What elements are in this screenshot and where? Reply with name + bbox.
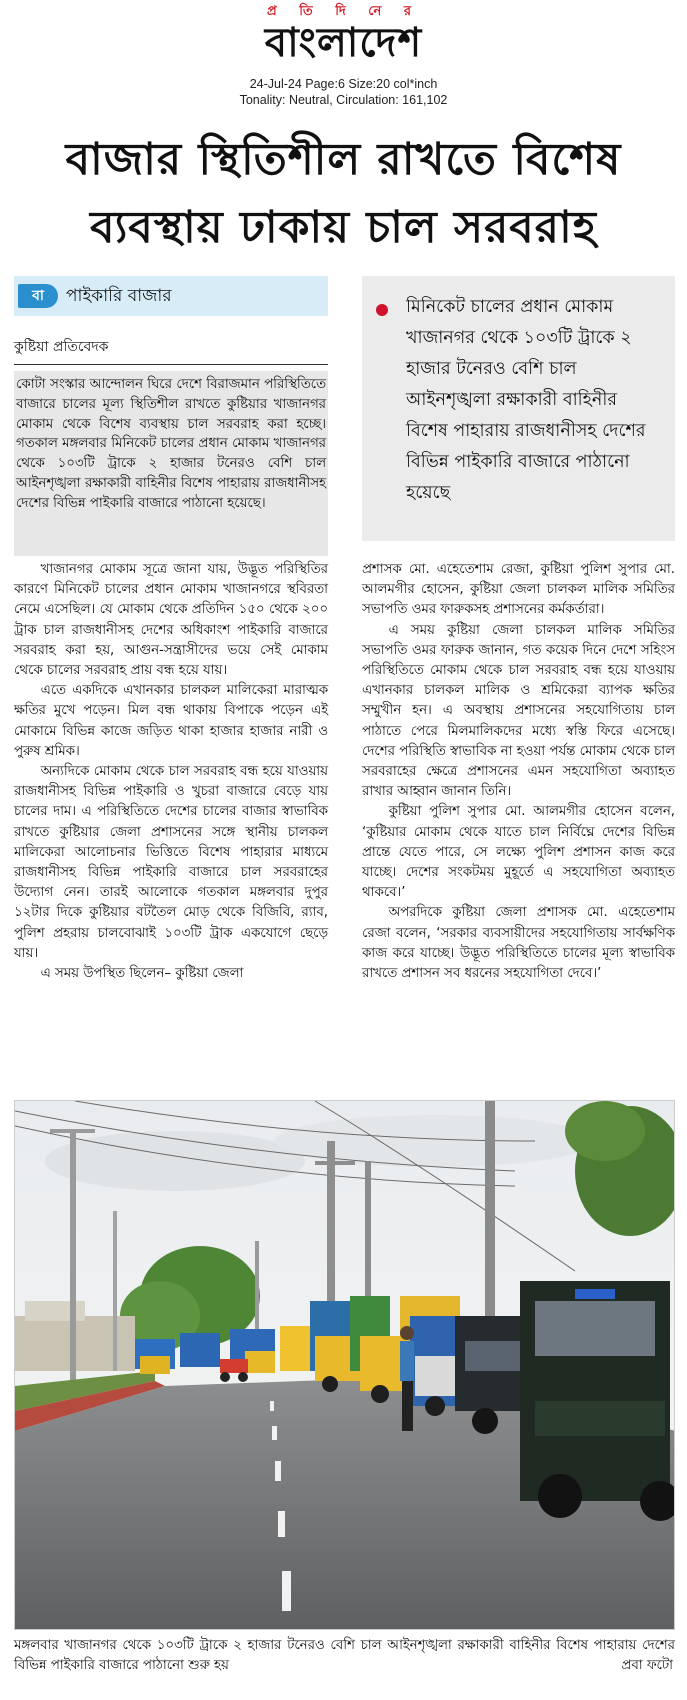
newspaper-logo: বাংলাদেশ xyxy=(264,20,423,66)
body-paragraph: এতে একদিকে এখানকার চালকল মালিকেরা মারাত্মক ক্ষতির মুখে পড়েন। মিল বন্ধ থাকায় বিপাকে পড়েন এই মোকামে বিভিন্ন কাজে জড়িত থাকা হাজার হাজার নারী ও পুরুষ শ্রমিক। xyxy=(14,683,328,759)
body-paragraph: এ সময় কুষ্টিয়া জেলা চালকল মালিক সমিতির সভাপতি ওমর ফারুক জানান, গত কয়েক দিনে দেশে সহিংস পরিস্থিতিতে মোকাম থেকে চাল সরবরাহ বন্ধ হয়ে যাওয়ায় এখানকার চালকল মালিক ও শ্রমিকেরা ব্যাপক ক্ষতির সম্মুখীন হন। এ অবস্থায় প্রশাসনের সহযোগিতায় চাল পাঠাতে পেরে মিলমালিকদের মধ্যে স্বস্তি ফিরে এসেছে। দেশের পরিস্থিতি স্বাভাবিক না হওয়া পর্যন্ত মোকাম থেকে চাল সরবরাহের ক্ষেত্রে প্রশাসনের এমন সহযোগিতা অব্যাহত রাখার আহ্বান জানান তিনি। xyxy=(362,622,675,800)
headline-line-2: ব্যবস্থায় ঢাকায় চাল সরবরাহ xyxy=(90,202,597,253)
body-column-left xyxy=(14,560,328,984)
body-paragraph: এ সময় উপস্থিত ছিলেন– কুষ্টিয়া জেলা xyxy=(40,966,244,982)
byline-divider xyxy=(14,364,328,365)
body-paragraph: অপরদিকে কুষ্টিয়া জেলা প্রশাসক মো. এহেতেশাম রেজা বলেন, ‘সরকার ব্যবসায়ীদের সহযোগিতায় সার্বক্ষণিক কাজ করে যাচ্ছে। উদ্ভূত পরিস্থিতিতে চালের মূল্য স্বাভাবিক রাখতে প্রশাসন সব ধরনের সহযোগিতা দেবে।’ xyxy=(362,905,675,982)
body-column-right xyxy=(362,560,675,984)
masthead xyxy=(0,4,687,66)
photo-credit: প্রবা ফটো xyxy=(617,1656,673,1676)
bullet-dot-icon xyxy=(376,304,388,316)
clipping-meta-date: 24-Jul-24 Page:6 Size:20 col*inch xyxy=(249,77,438,91)
highlight-box xyxy=(362,276,675,541)
section-badge: বা xyxy=(18,284,58,308)
section-label: পাইকারি বাজার xyxy=(66,286,172,306)
news-photo-trucks xyxy=(14,1100,675,1630)
photo-caption: মঙ্গলবার খাজানগর থেকে ১০৩টি ট্রাকে ২ হাজার টনেরও বেশি চাল আইনশৃঙ্খলা রক্ষাকারী বাহিনীর বিশেষ পাহারায় দেশের বিভিন্ন পাইকারি বাজারে পাঠানো শুরু হয় xyxy=(14,1638,675,1673)
body-paragraph: খাজানগর মোকাম সূত্রে জানা যায়, উদ্ভূত পরিস্থিতির কারণে মিনিকেট চালের প্রধান মোকাম খাজানগরে স্থবিরতা নেমে এসেছিল। যে মোকাম থেকে প্রতিদিন ১৫০ থেকে ২০০ ট্রাক চাল রাজধানীসহ দেশের অধিকাংশ পাইকারি বাজারে সরবরাহ করা হয়, আগুন-সন্ত্রাসীদের ভয়ে সেই মোকাম থেকে চালের সরবরাহ প্রায় বন্ধ হয়ে যায়। xyxy=(14,562,328,679)
lead-box xyxy=(14,371,328,556)
clipping-meta-tonality: Tonality: Neutral, Circulation: 161,102 xyxy=(239,93,448,107)
lead-paragraph: কোটা সংস্কার আন্দোলন ঘিরে দেশে বিরাজমান পরিস্থিতিতে বাজারে চালের মূল্য স্থিতিশীল রাখতে কুষ্টিয়ার খাজানগর মোকাম থেকে বিশেষ ব্যবস্থায় চাল সরবরাহ করা হচ্ছে। গতকাল মঙ্গলবার মিনিকেট চালের প্রধান মোকাম খাজানগর থেকে ১০৩টি ট্রাকে ২ হাজার টনেরও বেশি চাল আইনশৃঙ্খলা রক্ষাকারী বাহিনীর বিশেষ পাহারায় রাজধানীসহ দেশের বিভিন্ন পাইকারি বাজারে পাঠানো হয়েছে। xyxy=(16,377,326,511)
highlight-text: মিনিকেট চালের প্রধান মোকাম খাজানগর থেকে ১০৩টি ট্রাকে ২ হাজার টনেরও বেশি চাল আইনশৃঙ্খলা রক্ষাকারী বাহিনীর বিশেষ পাহারায় রাজধানীসহ দেশের বিভিন্ন পাইকারি বাজারে পাঠানো হয়েছে xyxy=(406,297,646,503)
reporter-byline: কুষ্টিয়া প্রতিবেদক xyxy=(14,339,109,355)
body-paragraph: প্রশাসক মো. এহেতেশাম রেজা, কুষ্টিয়া পুলিশ সুপার মো. আলমগীর হোসেন, কুষ্টিয়া জেলা চালকল মালিক সমিতির সভাপতি ওমর ফারুকসহ প্রশাসনের কর্মকর্তারা। xyxy=(362,562,675,618)
section-bar xyxy=(14,276,328,316)
body-paragraph: অন্যদিকে মোকাম থেকে চাল সরবরাহ বন্ধ হয়ে যাওয়ায় রাজধানীসহ বিভিন্ন পাইকারি ও খুচরা বাজারে বেড়ে যায় চালের দাম। এ পরিস্থিতিতে দেশের চালের বাজার স্বাভাবিক রাখতে কুষ্টিয়ার জেলা প্রশাসনের সঙ্গে স্থানীয় চালকল মালিকেরা আলোচনার ভিত্তিতে বিশেষ পাহারার মাধ্যমে রাজধানীসহ বিভিন্ন পাইকারি বাজারে চাল সরবরাহের উদ্যোগ নেন। তারই আলোকে গতকাল মঙ্গলবার দুপুর ১২টার দিকে কুষ্টিয়ার বটতৈল মোড় থেকে বিজিবি, র‍্যাব, পুলিশ প্রহরায় চালবোঝাই ১০৩টি ট্রাক একযোগে ছেড়ে যায়। xyxy=(14,764,328,961)
headline-line-1: বাজার স্থিতিশীল রাখতে বিশেষ xyxy=(65,134,622,185)
body-paragraph: কুষ্টিয়া পুলিশ সুপার মো. আলমগীর হোসেন বলেন, ‘কুষ্টিয়ার মোকাম থেকে যাতে চাল নির্বিঘ্নে দেশের বিভিন্ন প্রান্তে যেতে পারে, সে লক্ষ্যে পুলিশ প্রশাসন কাজ করে যাচ্ছে। দেশের সংকটময় মুহূর্তে এ সহযোগিতা অব্যাহত থাকবে।’ xyxy=(362,804,675,901)
masthead-kicker: প্র তি দি নে র xyxy=(266,4,420,19)
